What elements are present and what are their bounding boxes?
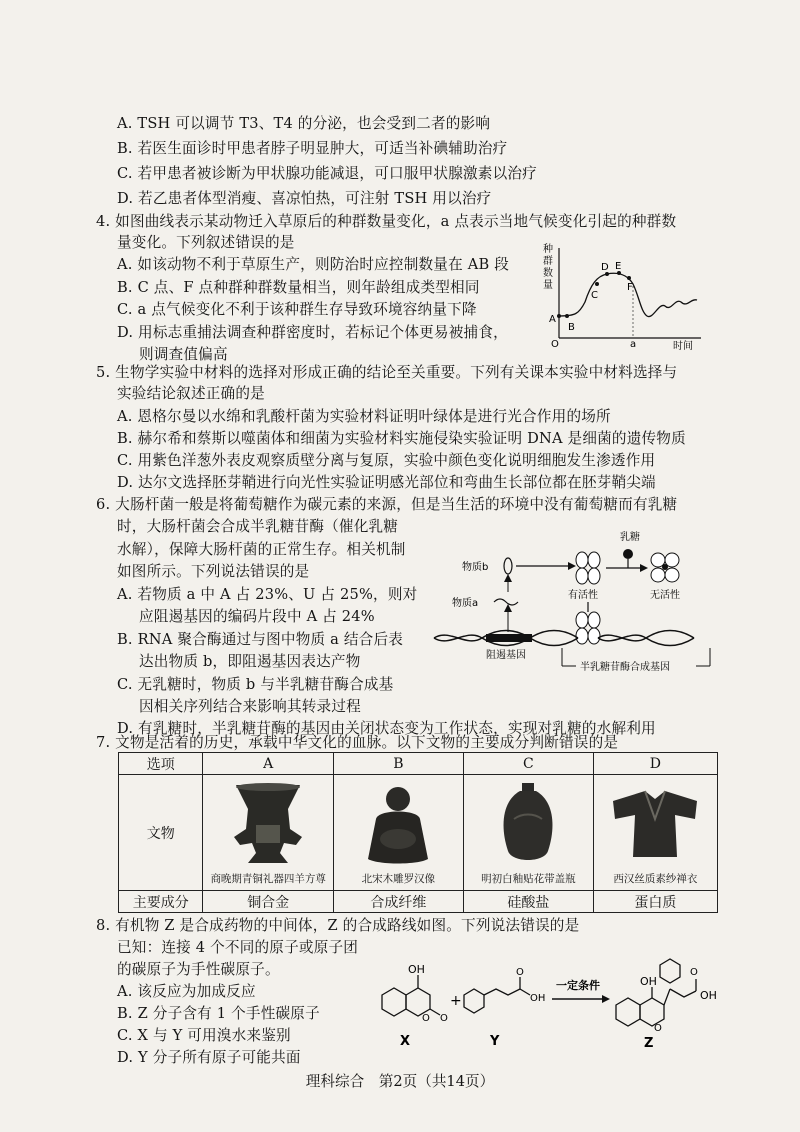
z-acid-oh: OH	[700, 989, 717, 1002]
artifact-b-cell	[333, 775, 463, 891]
q6-option-d: D. 有乳糖时，半乳糖苷酶的基因由关闭状态变为工作状态，实现对乳糖的水解利用	[117, 720, 656, 737]
label-X: X	[400, 1034, 411, 1049]
point-a-marker	[557, 314, 561, 318]
graph-xlabel: 时间	[673, 341, 693, 350]
y-carbonyl-o: O	[516, 967, 524, 978]
point-b-marker	[565, 314, 569, 318]
inactive-repressor-icon	[651, 553, 679, 582]
caption-c: 明初白釉贴花带盖瓶	[481, 873, 576, 885]
table-header-row	[119, 753, 718, 775]
label-B: B	[568, 322, 575, 333]
population-curve-graph	[535, 240, 710, 350]
q3-option-a: A. TSH 可以调节 T3、T4 的分泌，也会受到二者的影响	[117, 115, 491, 132]
q6-option-b-cont: 达出物质 b，即阻遏基因表达产物	[139, 653, 361, 670]
molecule-y	[464, 977, 530, 1013]
q6-option-c: C. 无乳糖时，物质 b 与半乳糖苷酶合成基	[117, 676, 394, 693]
q4-stem-cont: 量变化。下列叙述错误的是	[117, 234, 295, 251]
enzyme-gene-label: 半乳糖苷酶合成基因	[580, 662, 670, 673]
q8-stem: 8. 有机物 Z 是合成药物的中间体，Z 的合成路线如图。下列说法错误的是	[96, 917, 580, 934]
population-curve	[559, 273, 697, 316]
label-D: D	[601, 262, 609, 273]
artifact-table	[118, 752, 718, 913]
lac-operon-diagram	[430, 520, 715, 680]
label-origin: O	[551, 339, 559, 350]
table-image-row	[119, 775, 718, 891]
active-label: 有活性	[568, 590, 598, 601]
label-Y: Y	[490, 1034, 500, 1049]
x-keto-o-label: O	[440, 1013, 448, 1024]
q6-stem: 6. 大肠杆菌一般是将葡萄糖作为碳元素的来源，但是当生活的环境中没有葡萄糖而有乳糖	[96, 496, 678, 513]
q4-option-b: B. C 点、F 点种群种群数量相当，则年龄组成类型相同	[117, 279, 480, 296]
component-a: 铜合金	[203, 891, 333, 913]
substance-b-label: 物质b	[462, 562, 489, 573]
z-ring-o-label: O	[654, 1023, 662, 1034]
reaction-condition: 一定条件	[556, 979, 600, 992]
z-carbonyl-o: O	[690, 967, 698, 978]
porcelain-vase-image	[478, 779, 578, 867]
label-Z: Z	[644, 1036, 654, 1051]
repressor-gene-segment	[486, 634, 532, 642]
dna-strand-3	[598, 631, 694, 641]
caption-a: 商晚期青铜礼器四羊方尊	[210, 873, 326, 885]
q4-stem: 4. 如图曲线表示某动物迁入草原后的种群数量变化，a 点表示当地气候变化引起的种群数	[96, 213, 677, 230]
q6-option-a-cont: 应阻遏基因的编码片段中 A 占 24%	[139, 608, 375, 625]
x-oh-label: OH	[408, 963, 425, 976]
lactose-label: 乳糖	[620, 532, 640, 543]
caption-b: 北宋木雕罗汉像	[361, 873, 436, 885]
q4-option-d-cont: 则调查值偏高	[139, 346, 228, 363]
row-label-composition: 主要成分	[119, 891, 203, 913]
substance-a-mrna	[494, 599, 518, 605]
lactose-icon	[623, 549, 633, 559]
q6-option-c-cont: 因相关序列结合来影响其转录过程	[139, 698, 361, 715]
label-C: C	[591, 290, 598, 301]
header-option: 选项	[119, 753, 203, 775]
q4-option-d: D. 用标志重捕法调查种群密度时，若标记个体更易被捕食，	[117, 324, 508, 341]
component-b: 合成纤维	[333, 891, 463, 913]
component-c: 硅酸盐	[463, 891, 593, 913]
q3-option-d: D. 若乙患者体型消瘦、喜凉怕热，可注射 TSH 用以治疗	[117, 190, 492, 207]
point-f-marker	[627, 276, 631, 280]
q4-option-c: C. a 点气候变化不利于该种群生存导致环境容纳量下降	[117, 301, 477, 318]
z-oh-label: OH	[640, 975, 657, 988]
q6-stem-2: 时，大肠杆菌会合成半乳糖苷酶（催化乳糖	[117, 518, 399, 535]
page-footer: 理科综合 第2页（共14页）	[305, 1073, 495, 1090]
q8-option-b: B. Z 分子含有 1 个手性碳原子	[117, 1005, 320, 1022]
molecule-x	[382, 975, 440, 1016]
graph-ylabel-1: 种	[543, 244, 553, 255]
header-c: C	[463, 753, 593, 775]
wooden-arhat-image	[348, 779, 448, 867]
active-repressor-icon	[576, 552, 600, 584]
q8-option-c: C. X 与 Y 可用溴水来鉴别	[117, 1027, 291, 1044]
q5-stem: 5. 生物学实验中材料的选择对形成正确的结论至关重要。下列有关课本实验中材料选择与	[96, 364, 678, 381]
q8-option-a: A. 该反应为加成反应	[117, 983, 256, 1000]
q8-known: 已知：连接 4 个不同的原子或原子团	[117, 939, 359, 956]
label-A: A	[549, 314, 556, 325]
inactive-label: 无活性	[650, 590, 680, 601]
q6-stem-3: 水解），保障大肠杆菌的正常生存。相关机制	[117, 541, 406, 558]
reaction-scheme	[370, 945, 730, 1057]
q5-option-b: B. 赫尔希和蔡斯以噬菌体和细菌为实验材料实施侵染实验证明 DNA 是细菌的遗传物质	[117, 430, 686, 447]
q5-stem-cont: 实验结论叙述正确的是	[117, 385, 265, 402]
label-E: E	[615, 261, 622, 272]
q6-option-a: A. 若物质 a 中 A 占 23%、U 占 25%，则对	[117, 586, 418, 603]
table-composition-row	[119, 891, 718, 913]
q8-known-cont: 的碳原子为手性碳原子。	[117, 961, 280, 978]
substance-a-label: 物质a	[452, 598, 479, 609]
header-b: B	[333, 753, 463, 775]
graph-ylabel-2: 群	[543, 256, 553, 267]
caption-d: 西汉丝质素纱禅衣	[613, 873, 698, 885]
artifact-a-cell	[203, 775, 333, 891]
label-F: F	[627, 282, 633, 293]
repressor-gene-label: 阻遏基因	[486, 650, 526, 661]
point-c-marker	[595, 282, 599, 286]
molecule-z	[616, 959, 696, 1026]
q4-option-a: A. 如该动物不利于草原生产，则防治时应控制数量在 AB 段	[117, 256, 510, 273]
header-a: A	[203, 753, 333, 775]
q6-option-b: B. RNA 聚合酶通过与图中物质 a 结合后表	[117, 631, 404, 648]
q5-option-d: D. 达尔文选择胚芽鞘进行向光性实验证明感光部位和弯曲生长部位都在胚芽鞘尖端	[117, 474, 656, 491]
row-label-artifact: 文物	[119, 775, 203, 891]
substance-b-icon	[504, 558, 512, 574]
repressor-bound-icon	[576, 612, 600, 644]
q3-option-b: B. 若医生面诊时甲患者脖子明显肿大，可适当补碘辅助治疗	[117, 140, 508, 157]
graph-ylabel-4: 量	[543, 280, 553, 291]
artifact-d-cell	[593, 775, 717, 891]
dna-strand-4	[598, 635, 694, 645]
plus-sign: +	[450, 993, 462, 1009]
silk-robe-image	[605, 779, 705, 867]
q7-stem: 7. 文物是活着的历史，承载中华文化的血脉。以下文物的主要成分判断错误的是	[96, 734, 619, 751]
q3-option-c: C. 若甲患者被诊断为甲状腺功能减退，可口服甲状腺激素以治疗	[117, 165, 537, 182]
header-d: D	[593, 753, 717, 775]
y-oh-label: OH	[530, 993, 546, 1004]
q5-option-c: C. 用紫色洋葱外表皮观察质壁分离与复原，实验中颜色变化说明细胞发生渗透作用	[117, 452, 656, 469]
x-ring-o-label: O	[422, 1013, 430, 1024]
graph-ylabel-3: 数	[543, 268, 553, 279]
artifact-c-cell	[463, 775, 593, 891]
q6-stem-4: 如图所示。下列说法错误的是	[117, 563, 310, 580]
bronze-zun-image	[218, 779, 318, 867]
q8-option-d: D. Y 分子所有原子可能共面	[117, 1049, 301, 1066]
q5-option-a: A. 恩格尔曼以水绵和乳酸杆菌为实验材料证明叶绿体是进行光合作用的场所	[117, 408, 611, 425]
component-d: 蛋白质	[593, 891, 717, 913]
label-a: a	[630, 339, 637, 350]
